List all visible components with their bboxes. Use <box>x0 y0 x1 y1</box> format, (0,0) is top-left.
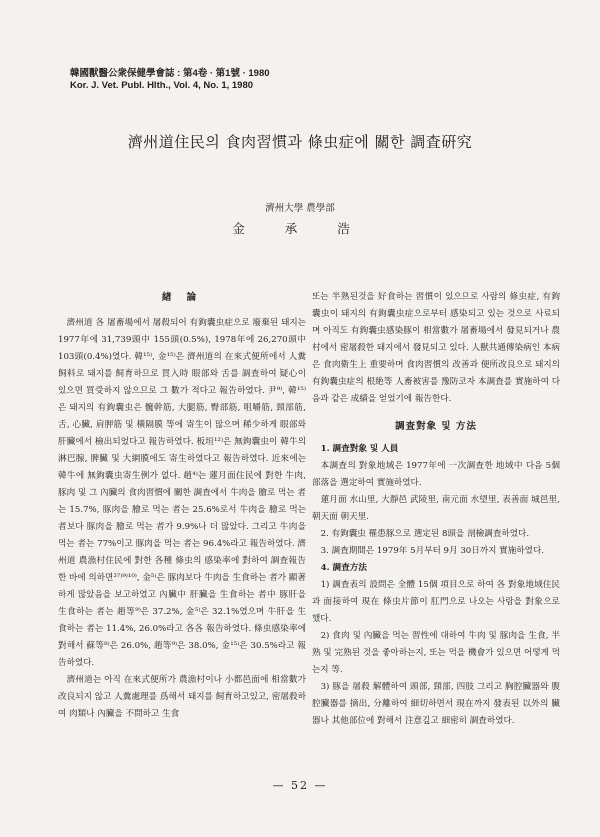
body-paragraph: 濟州道는 아직 在來式便所가 農漁村이나 小都邑面에 相當數가 改良되지 않고 人糞處理를 爲해서 돼지를 飼育하고있고, 密屠殺하여 肉類나 內臟을 不問하고 生食 <box>58 675 306 719</box>
paper-title: 濟州道住民의 食肉習慣과 條虫症에 關한 調査硏究 <box>127 133 473 151</box>
method-item: 3) 豚을 屠殺 解體하여 頭部, 頸部, 四肢 그리고 胸腔臟器와 腹腔臟器를 摘出, 分離하여 細切하면서 現在까지 發表된 以外의 臟器나 其他部位에 對해서 注意깊고 細密히 調査하였다. <box>312 682 560 726</box>
subsection-heading: 4. 調査方法 <box>320 563 367 573</box>
method-item: 1) 調査表의 設問은 全體 15個 項目으로 하여 各 對象地域住民과 面接하여 現在 條虫片節이 肛門으로 나오는 사람을 對象으로 했다. <box>312 580 560 624</box>
method-item: 2) 食肉 및 內臟을 먹는 習性에 대하여 牛肉 및 豚肉을 生食, 半熟 및 完熟된 것을 좋아하는지, 또는 먹을 機會가 있으면 어떻게 먹는지 等. <box>312 631 560 675</box>
page-number: — 52 — <box>272 779 328 792</box>
body-paragraph: 2. 有鉤囊虫 罹患豚으로 選定된 8頭을 剖檢調査하였다. <box>320 529 530 539</box>
body-paragraph: 本調査의 對象地域은 1977年에 一次調査한 地域中 다음 5個 部落을 選定하여 實施하였다. <box>312 461 560 488</box>
body-paragraph: 濟州道 各 屠畜場에서 屠殺되어 有鉤囊虫症으로 廢棄된 돼지는 1977年에 31,739頭中 155頭(0.5%), 1978年에 26,270頭中 103頭(0.4%)였다. 韓¹⁵⁾, 金¹⁵⁾은 濟州道의 在來式便所에서 人糞飼料로 돼지를 飼育하므로 買入時 眼部와 舌를 調査하여 疑心이 있으면 買受하지 않으므로 그 數가 적다고 報告하였다. 尹⁹⁾, 韓¹⁵⁾은 돼지의 有鉤囊虫은 髖幹筋, 大腿筋, 臀部筋, 咀嚼筋, 頸部筋, 舌, 心臟, 肩胛筋 및 橫隔膜 等에 寄生이 많으며 稀少하게 眼部와 肝臟에서 檢出되었다고 報告하였다. 板垣¹²⁾은 無鉤囊虫이 韓牛의 淋巴腺, 脾臟 및 大網膜에도 寄生하였다고 報告하였다. 近來에는 韓牛에 無鉤囊虫寄生例가 없다. 趙⁴⁾는 蓮月面住民에 對한 牛肉, 豚肉 및 그 內臟의 食肉習慣에 關한 調査에서 牛肉을 膾로 먹는 者는 15.7%, 豚肉을 膾로 먹는 者는 25.6%로서 牛肉을 膾로 먹는 者보다 豚肉을 膾로 먹는 者가 9.9%나 더 많았다. 그리고 牛肉을 먹는 者는 77%이고 豚肉을 먹는 者는 96.4%라고 報告하였다. 濟州道 農漁村住民에 對한 各種 條虫의 感染率에 對하여 調査報告한 바에 의하면³⁷⁾⁹⁾¹⁰⁾, 金⁵⁾은 豚肉보다 牛肉을 生食하는 者가 顯著하게 많았음을 보고하였고 內臟中 肝臟을 生食하는 者中 豚肝을 生食하는 者는 趙等⁹⁾은 37.2%, 金⁵⁾은 32.1%였으며 牛肝을 生食하는 者는 11.4%, 26.0%라고 各各 報告하였다. 條虫感染率에 對해서 蘇等⁸⁾은 26.0%, 趙等⁹⁾은 38.0%, 金¹⁵⁾은 30.5%라고 報告하였다. <box>58 318 306 668</box>
author-affiliation: 濟州大學 農學部 <box>265 203 335 214</box>
village-list: 蓮月面 水山里, 大靜邑 武陵里, 南元面 水望里, 表善面 城邑里, 朝天面 朝天里. <box>312 495 560 522</box>
journal-citation-korean: 韓國獸醫公衆保健學會誌 : 第4卷 · 第1號 · 1980 <box>70 68 270 79</box>
left-column <box>58 289 306 723</box>
body-paragraph: 또는 半熟된것을 好食하는 習慣이 있으므로 사람의 條虫症, 有鉤囊虫이 돼지의 有鉤囊虫症으로부터 感染되고 있는 것으로 사료되며 아직도 有鉤囊虫感染豚이 相當數가 屠畜場에서 發見되거나 農村에서 密屠殺한 돼지에서 發見되고 있다. 人獸共通傳染病인 本病은 食肉衛生上 重要하며 食肉習慣의 改善과 便所改良으로 돼지의 有鉤囊虫症의 根絶等 人畜被害를 豫防코자 本調査를 實施하여 다음과 같은 成績을 얻었기에 報告한다. <box>312 292 560 404</box>
journal-citation-english: Kor. J. Vet. Publ. Hlth., Vol. 4, No. 1, 1980 <box>70 80 254 91</box>
section-heading-introduction: 緖 論 <box>161 292 203 303</box>
right-column <box>312 289 560 730</box>
section-heading-methods: 調査對象 및 方法 <box>395 421 477 432</box>
body-paragraph: 3. 調査期間은 1979年 5月부터 9月 30日까지 實施하였다. <box>320 546 545 556</box>
subsection-heading: 1. 調査對象 및 人員 <box>320 444 399 454</box>
journal-header <box>70 68 270 92</box>
author-name: 金 承 浩 <box>232 221 368 236</box>
